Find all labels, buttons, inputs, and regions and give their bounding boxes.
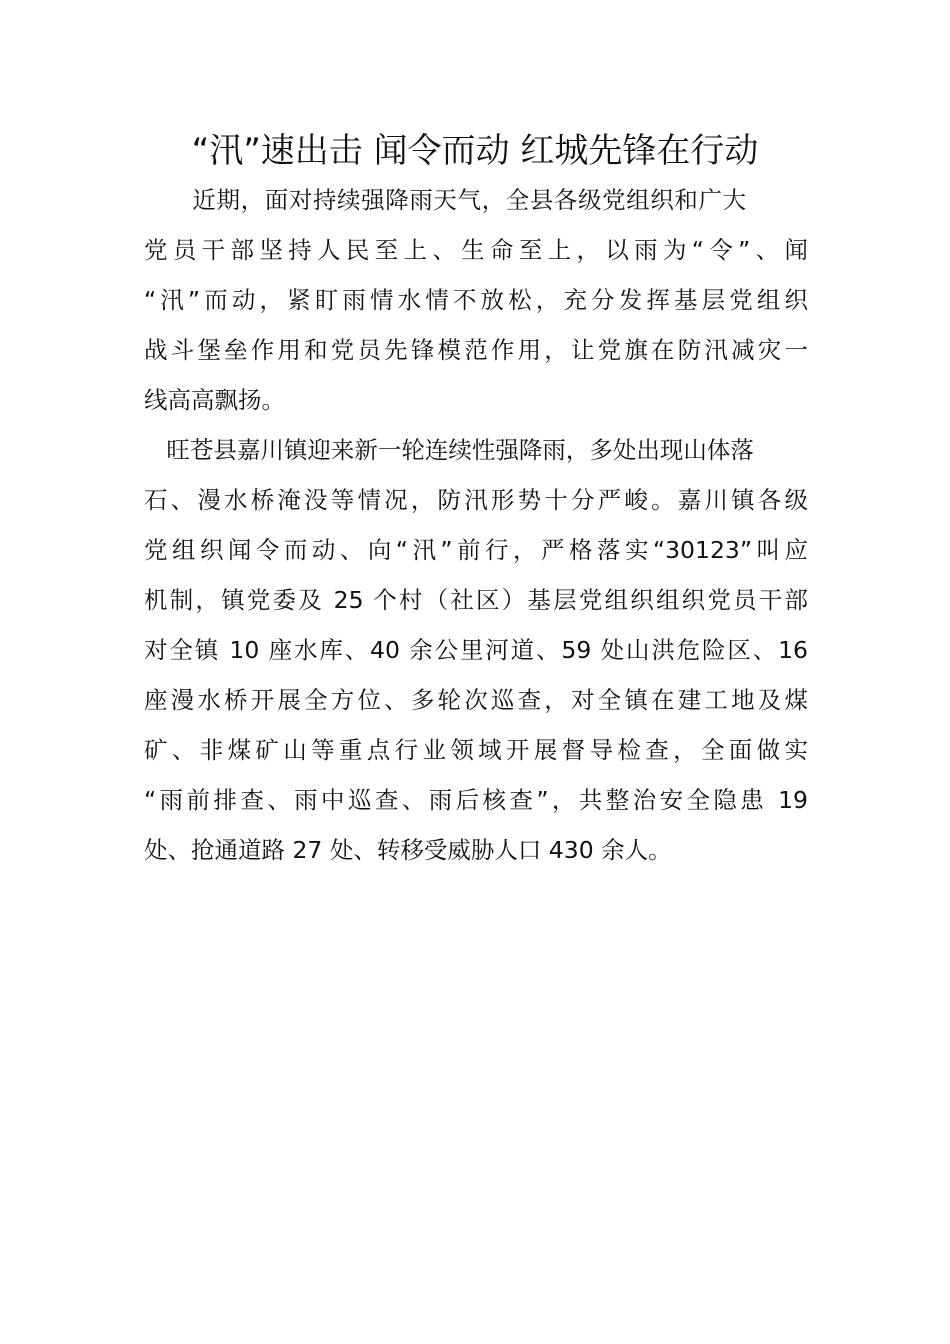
paragraph-line: 党组织闻令而动、向“汛”前行，严格落实“30123”叫应 — [144, 536, 808, 564]
paragraph-line: 对全镇 10 座水库、40 余公里河道、59 处山洪危险区、16 — [144, 636, 808, 664]
paragraph-line: 旺苍县嘉川镇迎来新一轮连续性强降雨，多处出现山体落 — [144, 436, 754, 464]
paragraph-line: 机制，镇党委及 25 个村（社区）基层党组织组织党员干部 — [144, 586, 808, 614]
paragraph-line: 处、抢通道路 27 处、转移受威胁人口 430 余人。 — [144, 836, 672, 864]
paragraph-line: 党员干部坚持人民至上、生命至上，以雨为“令”、闻 — [144, 236, 808, 264]
paragraph-1 — [144, 175, 808, 425]
paragraph-line: 战斗堡垒作用和党员先锋模范作用，让党旗在防汛减灾一 — [144, 336, 808, 364]
paragraph-line: 近期，面对持续强降雨天气，全县各级党组织和广大 — [144, 186, 747, 214]
document-title: “汛”速出击 闻令而动 红城先锋在行动 — [191, 131, 759, 171]
paragraph-line: 石、漫水桥淹没等情况，防汛形势十分严峻。嘉川镇各级 — [144, 486, 808, 514]
paragraph-line: “汛”而动，紧盯雨情水情不放松，充分发挥基层党组织 — [144, 286, 808, 314]
paragraph-line: 线高高飘扬。 — [144, 386, 285, 414]
paragraph-line: “雨前排查、雨中巡查、雨后核查”，共整治安全隐患 19 — [144, 786, 808, 814]
paragraph-line: 座漫水桥开展全方位、多轮次巡查，对全镇在建工地及煤 — [144, 686, 808, 714]
paragraph-line: 矿、非煤矿山等重点行业领域开展督导检查，全面做实 — [144, 736, 808, 764]
paragraph-2 — [144, 425, 808, 875]
